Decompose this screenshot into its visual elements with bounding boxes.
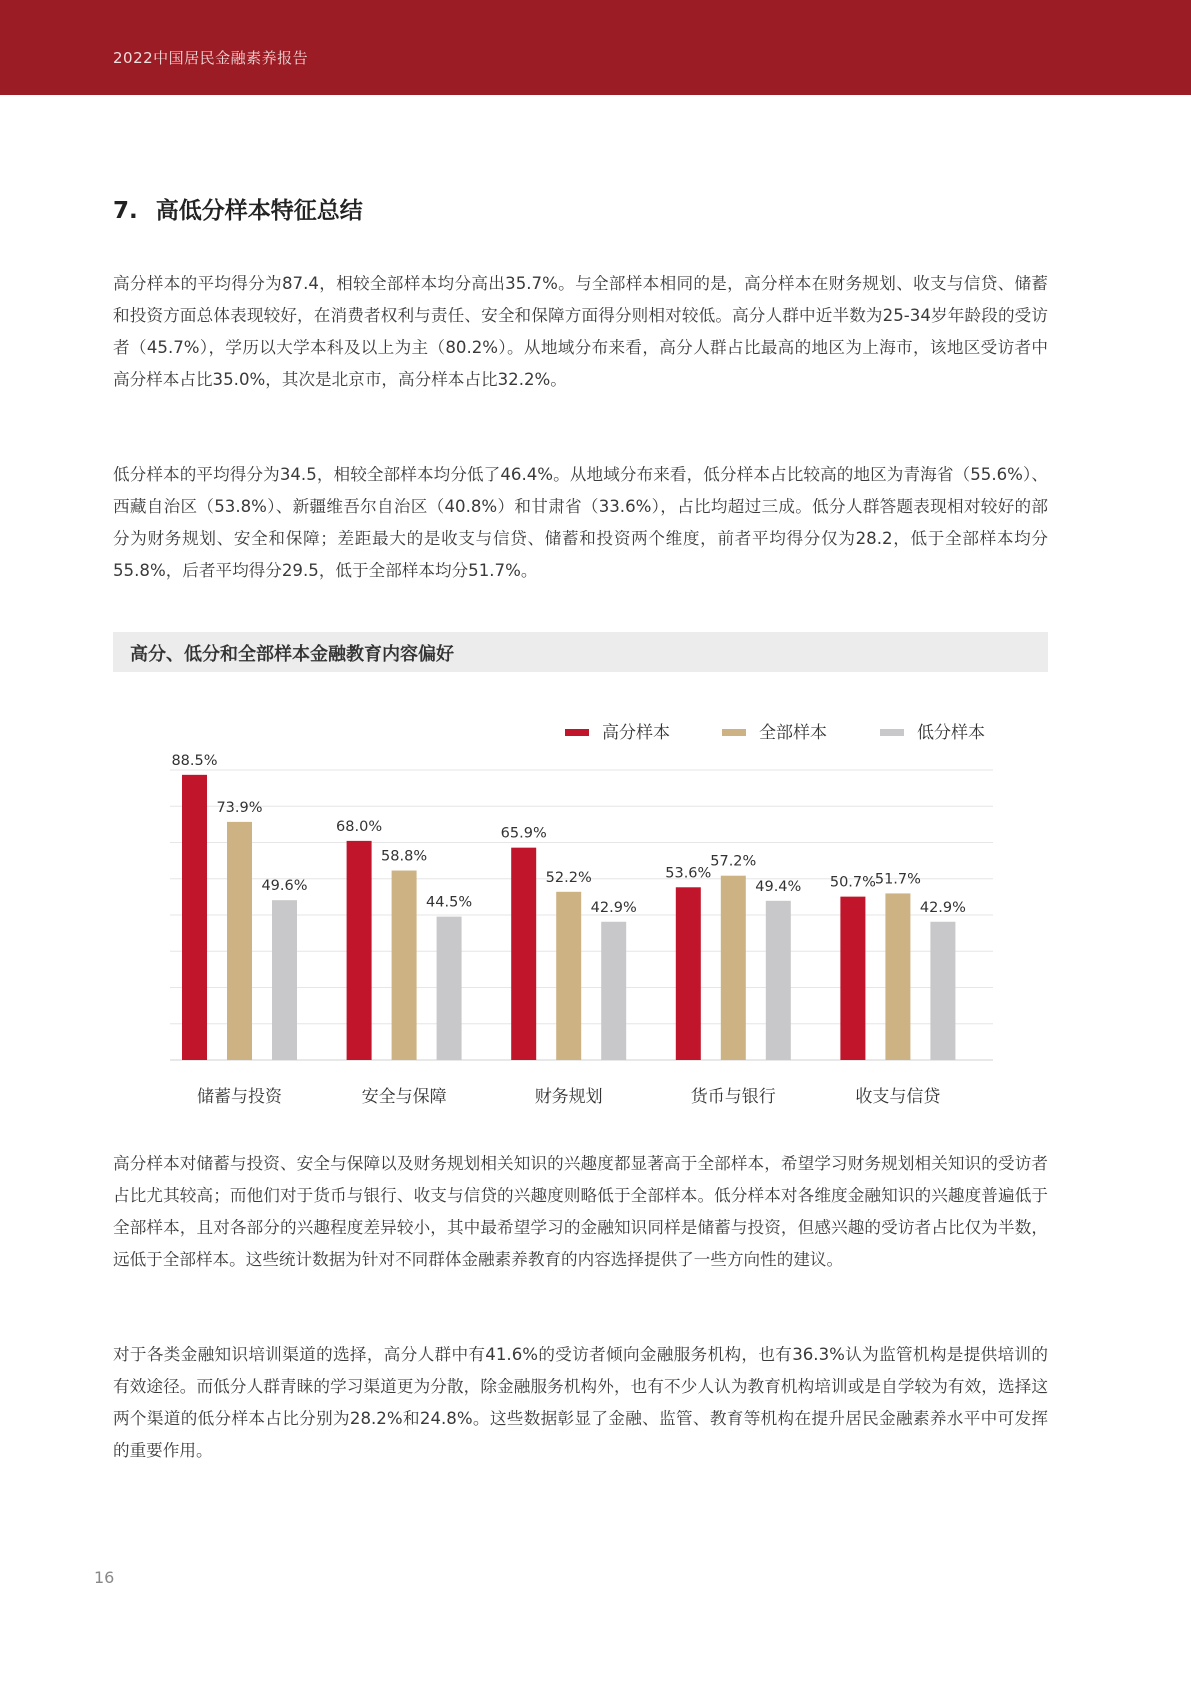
data-label: 88.5%	[171, 752, 218, 769]
data-label: 65.9%	[500, 825, 547, 842]
legend-label: 高分样本	[602, 723, 670, 743]
data-label: 49.4%	[755, 878, 802, 895]
category-label: 财务规划	[534, 1087, 603, 1107]
bar	[930, 922, 955, 1060]
legend-label: 低分样本	[917, 723, 985, 743]
data-label: 58.8%	[381, 848, 428, 865]
section-number: 7.	[113, 198, 138, 224]
paragraph-training-channels: 对于各类金融知识培训渠道的选择，高分人群中有41.6%的受访者倾向金融服务机构，也有36.3%认为监管机构是提供培训的有效途径。而低分人群青睐的学习渠道更为分散，除金融服务机构外，也有不少人认为教育机构培训或是自学较为有效，选择这两个渠道的低分样本占比分别为28.2%和24.8%。这些数据彰显了金融、监管、教育等机构在提升居民金融素养水平中可发挥的重要作用。	[113, 1345, 1048, 1460]
data-label: 51.7%	[874, 871, 921, 888]
paragraph-interest-analysis: 高分样本对储蓄与投资、安全与保障以及财务规划相关知识的兴趣度都显著高于全部样本，希望学习财务规划相关知识的受访者占比尤其较高；而他们对于货币与银行、收支与信贷的兴趣度则略低于全部样本。低分样本对各维度金融知识的兴趣度普遍低于全部样本，且对各部分的兴趣程度差异较小，其中最希望学习的金融知识同样是储蓄与投资，但感兴趣的受访者占比仅为半数，远低于全部样本。这些统计数据为针对不同群体金融素养教育的内容选择提供了一些方向性的建议。	[113, 1154, 1048, 1269]
bar	[227, 822, 252, 1060]
bar	[601, 922, 626, 1060]
data-label: 49.6%	[261, 878, 308, 895]
bar	[511, 848, 536, 1060]
paragraph-high-score: 高分样本的平均得分为87.4，相较全部样本均分高出35.7%。与全部样本相同的是，高分样本在财务规划、收支与信贷、储蓄和投资方面总体表现较好，在消费者权利与责任、安全和保障方面得分则相对较低。高分人群中近半数为25-34岁年龄段的受访者（45.7%），学历以大学本科及以上为主（80.2%）。从地域分布来看，高分人群占比最高的地区为上海市，该地区受访者中高分样本占比35.0%，其次是北京市，高分样本占比32.2%。	[113, 274, 1048, 389]
data-label: 53.6%	[665, 865, 712, 882]
section-title: 高低分样本特征总结	[155, 198, 363, 224]
legend-label: 全部样本	[759, 723, 827, 743]
data-label: 57.2%	[710, 853, 757, 870]
data-label: 52.2%	[545, 869, 592, 886]
bar	[766, 901, 791, 1060]
bar	[182, 775, 207, 1060]
data-label: 68.0%	[336, 818, 383, 835]
report-title: 2022中国居民金融素养报告	[113, 49, 309, 67]
page-number: 16	[94, 1568, 115, 1587]
data-label: 50.7%	[829, 874, 876, 891]
data-label: 44.5%	[426, 894, 473, 911]
bar	[392, 871, 417, 1060]
bar	[556, 892, 581, 1060]
legend-swatch	[880, 729, 904, 736]
category-label: 收支与信贷	[855, 1087, 941, 1107]
category-label: 储蓄与投资	[197, 1087, 282, 1107]
legend-swatch	[722, 729, 746, 736]
bar	[676, 887, 701, 1060]
bar	[840, 897, 865, 1060]
data-label: 73.9%	[216, 799, 263, 816]
bar	[272, 900, 297, 1060]
data-label: 42.9%	[590, 899, 637, 916]
chart-title: 高分、低分和全部样本金融教育内容偏好	[130, 644, 454, 665]
paragraph-low-score: 低分样本的平均得分为34.5，相较全部样本均分低了46.4%。从地域分布来看，低分样本占比较高的地区为青海省（55.6%）、西藏自治区（53.8%）、新疆维吾尔自治区（40.8%）和甘肃省（33.6%），占比均超过三成。低分人群答题表现相对较好的部分为财务规划、安全和保障；差距最大的是收支与信贷、储蓄和投资两个维度，前者平均得分仅为28.2，低于全部样本均分55.8%，后者平均得分29.5，低于全部样本均分51.7%。	[113, 465, 1048, 580]
bar	[721, 876, 746, 1060]
bar	[885, 893, 910, 1060]
category-label: 安全与保障	[361, 1087, 447, 1107]
bar	[437, 917, 462, 1060]
legend-swatch	[565, 729, 589, 736]
data-label: 42.9%	[919, 899, 966, 916]
category-label: 货币与银行	[690, 1087, 776, 1107]
bar	[347, 841, 372, 1060]
